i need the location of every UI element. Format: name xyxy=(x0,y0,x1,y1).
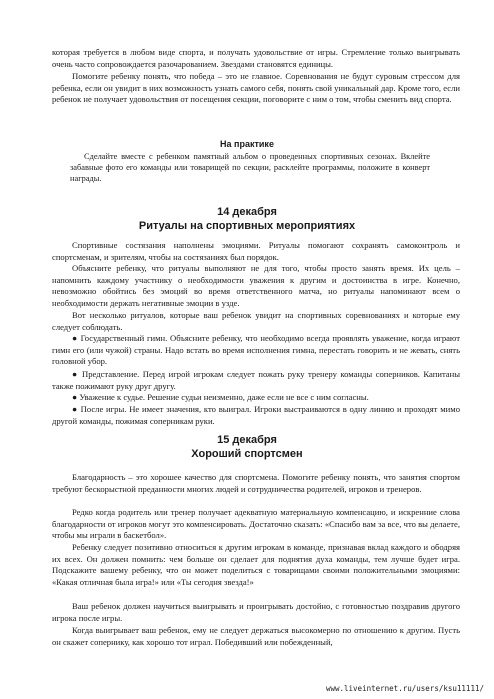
paragraph: Редко когда родитель или тренер получает адекватную материальную компенсацию, и искренние слова благодарности от игроков могут это компенсировать. Достаточно сказать: «Спасибо вам за все, что вы делаете, чтобы мы играли в баскетбол». xyxy=(52,507,460,541)
list-item: ● Представление. Перед игрой игрокам следует пожать руку тренеру команды соперников. Капитаны также пожимают руку друг другу. xyxy=(52,369,460,391)
paragraph: Вот несколько ритуалов, которые ваш ребенок увидит на спортивных соревнованиях и которые ему следует соблюдать. xyxy=(52,310,460,332)
paragraph: Когда выигрывает ваш ребенок, ему не следует держаться высокомерно по отношению к другим. Пусть он скажет сопернику, как хорошо тот играл. Победивший или побежденный, xyxy=(52,625,460,647)
source-url: www.liveinternet.ru/users/ksu11111/ xyxy=(325,684,484,693)
section-title: Ритуалы на спортивных мероприятиях xyxy=(138,220,356,232)
paragraph: Благодарность – это хорошее качество для спортсмена. Помогите ребенку понять, что занятия спортом требуют бескорыстной преданности многих людей и сотрудничества родителей, игроков и тренеров. xyxy=(52,472,460,494)
practice-text: Сделайте вместе с ребенком памятный альбом о проведенных спортивных сезонах. Вклейте забавные фото его команды или товарищей по секции, расклейте программы, положите в конверт награды. xyxy=(70,152,430,183)
section-date: 15 декабря xyxy=(217,434,277,446)
practice-title: На практике xyxy=(220,139,274,149)
paragraph: Спортивные состязания наполнены эмоциями. Ритуалы помогают сохранять самоконтроль и спортсменам, и зрителям, чтобы на состязаниях был порядок. xyxy=(52,240,460,262)
paragraph: Объясните ребенку, что ритуалы выполняют не для того, чтобы просто занять время. Их цель – напомнить каждому участнику о необходимости уважения к другим и достоинства в игре. Конечно, невозможно обойтись без эмоций во время ответственного матча, но ритуалы напоминают всем о необходимости держать негативные эмоции в узде. xyxy=(52,263,460,308)
paragraph: Ваш ребенок должен научиться выигрывать и проигрывать достойно, с готовностью поздравив другого игрока после игры. xyxy=(52,601,460,623)
section-title: Хороший спортсмен xyxy=(191,448,303,460)
list-item: ● Государственный гимн. Объясните ребенку, что необходимо всегда проявлять уважение, когда играют гимн его (или чужой) страны. Надо встать во время исполнения гимна, перестать говорить и не жевать, снять головной убор. xyxy=(52,333,460,367)
section-date: 14 декабря xyxy=(217,206,277,218)
paragraph: Помогите ребенку понять, что победа – это не главное. Соревнования не будут суровым стрессом для ребенка, если он увидит в них возможность узнать самого себя, понять свой уникальный дар. Кроме того, если ребенок не получает удовольствия от посещения секции, поговорите с ним о том, чтобы сменить вид спорта. xyxy=(52,71,460,105)
paragraph: Ребенку следует позитивно относиться к другим игрокам в команде, признавая вклад каждого и ободряя их всех. Он должен помнить: чем больше он сделает для поднятия духа команды, тем лучше будет игра. Подскажите вашему ребенку, что он может поделиться с товарищами своими положительными эмоциями: «Какая отличная была игра!» или «Ты сегодня звезда!» xyxy=(52,542,460,587)
paragraph: которая требуется в любом виде спорта, и получать удовольствие от игры. Стремление только выигрывать очень часто сопровождается разочарованием. Звездами становятся единицы. xyxy=(52,47,460,69)
list-item: ● После игры. Не имеет значения, кто выиграл. Игроки выстраиваются в одну линию и проходят мимо другой команды, пожимая соперникам руки. xyxy=(52,404,460,426)
list-item: ● Уважение к судье. Решение судьи неизменно, даже если не все с ним согласны. xyxy=(72,392,369,402)
